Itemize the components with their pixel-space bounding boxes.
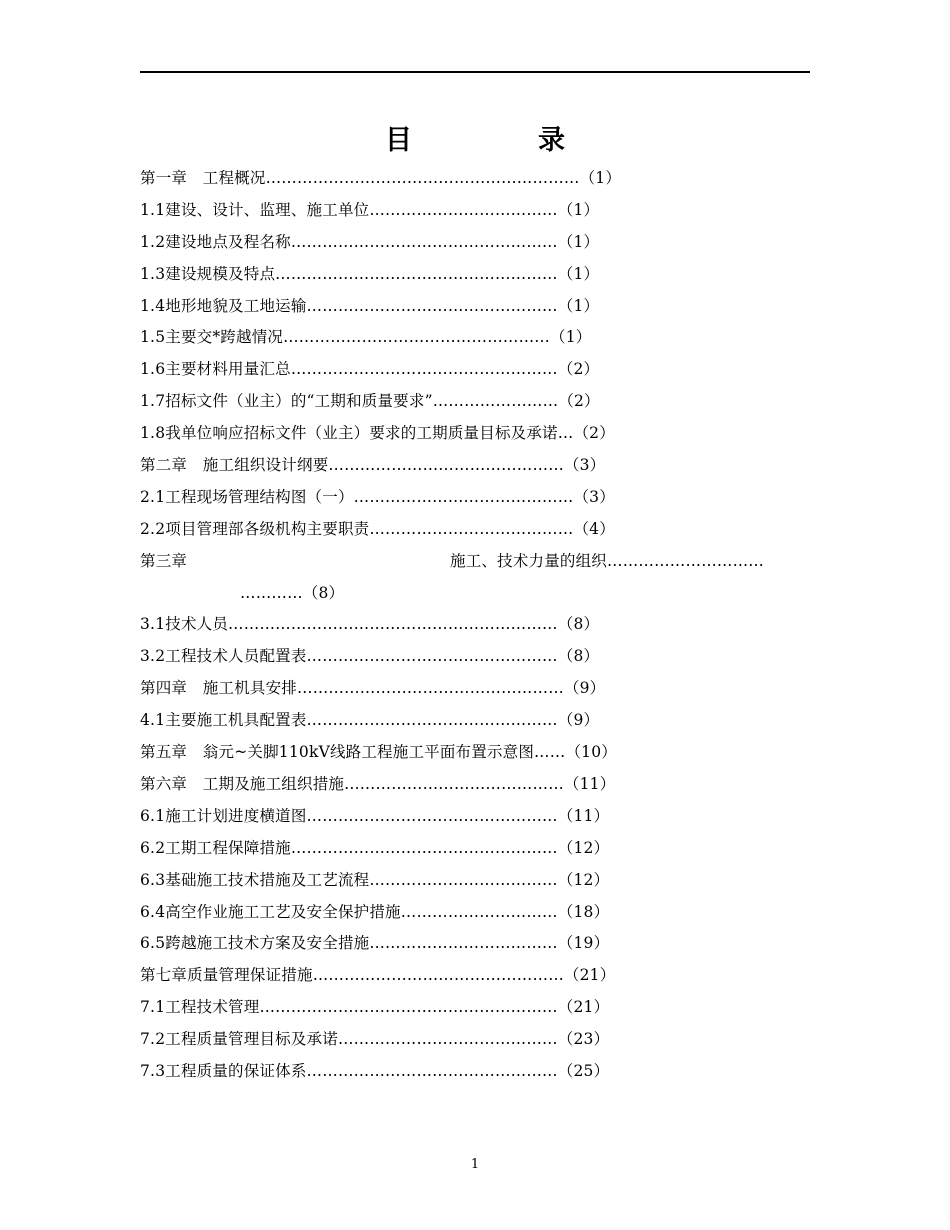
toc-entry[interactable]: 6.2工期工程保障措施……………………………………………（12） — [140, 838, 610, 857]
toc-entry[interactable]: 第二章 施工组织设计纲要………………………………………（3） — [140, 456, 606, 475]
toc-entry[interactable]: 1.5主要交*跨越情况……………………………………………（1） — [140, 328, 592, 347]
toc-entry[interactable]: 3.2工程技术人员配置表…………………………………………（8） — [140, 647, 600, 666]
toc-entry[interactable]: 第四章 施工机具安排……………………………………………（9） — [140, 679, 606, 698]
toc-entry[interactable]: 1.1建设、设计、监理、施工单位………………………………（1） — [140, 200, 600, 219]
toc-entry[interactable]: 7.3工程质量的保证体系…………………………………………（25） — [140, 1061, 610, 1080]
title-char-2: 录 — [538, 125, 565, 156]
toc-chapter-3-title: 施工、技术力量的组织………………………… — [450, 551, 765, 570]
toc-entry[interactable]: 第七章质量管理保证措施…………………………………………（21） — [140, 966, 616, 985]
toc-entry[interactable]: 1.3建设规模及特点………………………………………………（1） — [140, 264, 600, 283]
toc-entry-chapter-3[interactable] — [140, 548, 810, 612]
toc-entry[interactable]: 3.1技术人员………………………………………………………（8） — [140, 615, 600, 634]
toc-entry[interactable]: 第六章 工期及施工组织措施……………………………………（11） — [140, 774, 616, 793]
toc-entry[interactable]: 6.4高空作业施工工艺及安全保护措施…………………………（18） — [140, 902, 610, 921]
toc-entry[interactable]: 7.1工程技术管理…………………………………………………（21） — [140, 998, 610, 1017]
toc-entry[interactable]: 1.6主要材料用量汇总……………………………………………（2） — [140, 360, 600, 379]
toc-entry[interactable]: 1.2建设地点及程名称……………………………………………（1） — [140, 232, 600, 251]
toc-entry[interactable]: 6.5跨越施工技术方案及安全措施………………………………（19） — [140, 934, 610, 953]
toc-entry[interactable]: 第一章 工程概况……………………………………………………（1） — [140, 169, 622, 187]
toc-entry[interactable]: 2.2项目管理部各级机构主要职责…………………………………（4） — [140, 519, 615, 538]
toc-entry[interactable]: 1.8我单位响应招标文件（业主）要求的工期质量目标及承诺…（2） — [140, 424, 615, 443]
toc-chapter-3-page: …………（8） — [240, 583, 345, 602]
toc-entry[interactable]: 6.3基础施工技术措施及工艺流程………………………………（12） — [140, 870, 610, 889]
page-number: 1 — [470, 1157, 480, 1172]
toc-entry[interactable]: 1.4地形地貌及工地运输…………………………………………（1） — [140, 296, 600, 315]
toc-entry[interactable]: 7.2工程质量管理目标及承诺……………………………………（23） — [140, 1030, 610, 1049]
title-char-1: 目 — [385, 125, 412, 156]
page-title — [0, 118, 950, 158]
toc-chapter-3-label: 第三章 — [140, 551, 188, 570]
toc-entry[interactable]: 1.7招标文件（业主）的“工期和质量要求”……………………（2） — [140, 392, 600, 411]
toc-entry[interactable]: 4.1主要施工机具配置表…………………………………………（9） — [140, 711, 600, 730]
toc-entry[interactable]: 第五章 翁元~关脚110kV线路工程施工平面布置示意图……（10） — [140, 743, 617, 762]
toc-entry[interactable]: 6.1施工计划进度横道图…………………………………………（11） — [140, 806, 610, 825]
toc-entry[interactable]: 2.1工程现场管理结构图（一）……………………………………（3） — [140, 487, 615, 506]
table-of-contents — [140, 165, 810, 1090]
header-rule — [140, 71, 810, 73]
